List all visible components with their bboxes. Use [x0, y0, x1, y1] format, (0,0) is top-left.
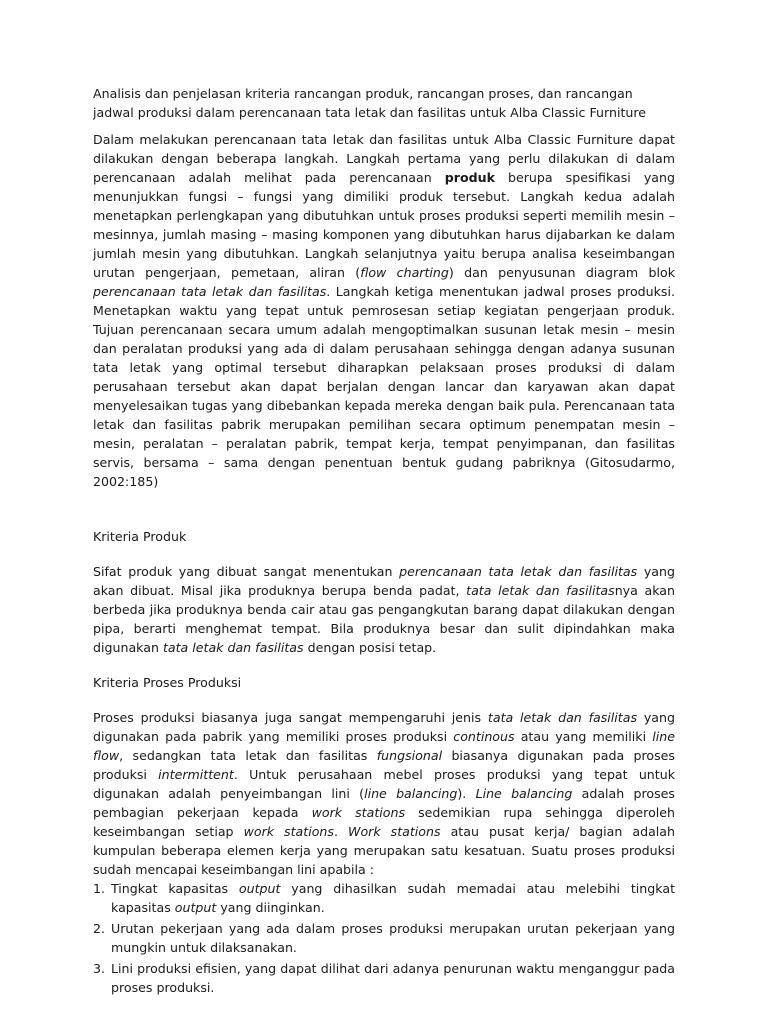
numbered-list [93, 879, 675, 997]
heading-kriteria-produk: Kriteria Produk [93, 529, 187, 544]
list-item: 1. Tingkat kapasitas output yang dihasilkan sudah memadai atau melebihi tingkat kapasitas output yang diinginkan. [93, 881, 676, 915]
bold-produk: produk [444, 170, 495, 185]
document-title: Analisis dan penjelasan kriteria rancangan produk, rancangan proses, dan rancangan jadwal produksi dalam perencanaan tata letak dan fasilitas untuk Alba Classic Furniture [93, 86, 647, 120]
list-item: 3. Lini produksi efisien, yang dapat dilihat dari adanya penurunan waktu menganggur pada proses produksi. [93, 961, 675, 995]
list-item: 2. Urutan pekerjaan yang ada dalam proses produksi merupakan urutan pekerjaan yang mungkin untuk dilaksanakan. [93, 921, 675, 955]
paragraph-kriteria-proses: Proses produksi biasanya juga sangat mempengaruhi jenis tata letak dan fasilitas yang digunakan pada pabrik yang memiliki proses produksi continous atau yang memiliki line flow, sedangkan tata letak dan fasilitas fungsional biasanya digunakan pada proses produksi intermittent. Untuk perusahaan mebel proses produksi yang tepat untuk digunakan adalah penyeimbangan lini (line balancing). Line balancing adalah proses pembagian pekerjaan kepada work stations sedemikian rupa sehingga diperoleh keseimbangan setiap work stations. Work stations atau pusat kerja/ bagian adalah kumpulan beberapa elemen kerja yang merupakan satu kesatuan. Suatu proses produksi sudah mencapai keseimbangan lini apabila : [93, 710, 675, 877]
document-page [93, 84, 675, 999]
heading-kriteria-proses: Kriteria Proses Produksi [93, 675, 242, 690]
paragraph-kriteria-produk: Sifat produk yang dibuat sangat menentukan perencanaan tata letak dan fasilitas yang akan dibuat. Misal jika produknya berupa benda padat, tata letak dan fasilitasnya akan berbeda jika produknya benda cair atau gas pengangkutan barang dapat dilakukan dengan pipa, berarti menghemat tempat. Bila produknya besar dan sulit dipindahkan maka digunakan tata letak dan fasilitas dengan posisi tetap. [93, 564, 675, 655]
intro-paragraph: Dalam melakukan perencanaan tata letak dan fasilitas untuk Alba Classic Furniture dapat dilakukan dengan beberapa langkah. Langkah pertama yang perlu dilakukan di dalam perencanaan adalah melihat pada perencanaan produk berupa spesifikasi yang menunjukkan fungsi – fungsi yang dimiliki produk tersebut. Langkah kedua adalah menetapkan perlengkapan yang dibutuhkan untuk proses produksi seperti memilih mesin – mesinnya, jumlah masing – masing komponen yang dibutuhkan harus dijabarkan ke dalam jumlah mesin yang dibutuhkan. Langkah selanjutnya yaitu berupa analisa keseimbangan urutan pengerjaan, pemetaan, aliran (flow charting) dan penyusunan diagram blok perencanaan tata letak dan fasilitas. Langkah ketiga menentukan jadwal proses produksi. Menetapkan waktu yang tepat untuk pemrosesan setiap kegiatan pengerjaan produk. Tujuan perencanaan secara umum adalah mengoptimalkan susunan letak mesin – mesin dan peralatan produksi yang ada di dalam perusahaan sehingga dengan adanya susunan tata letak yang optimal tersebut diharapkan pelaksaan proses produksi di dalam perusahaan tersebut akan dapat berjalan dengan lancar dan karyawan akan dapat menyelesaikan tugas yang dibebankan kepada mereka dengan baik pula. Perencanaan tata letak dan fasilitas pabrik merupakan pemilihan secara optimum penempatan mesin – mesin, peralatan – peralatan pabrik, tempat kerja, tempat penyimpanan, dan fasilitas servis, bersama – sama dengan penentuan bentuk gudang pabriknya (Gitosudarmo, 2002:185) [93, 132, 675, 489]
